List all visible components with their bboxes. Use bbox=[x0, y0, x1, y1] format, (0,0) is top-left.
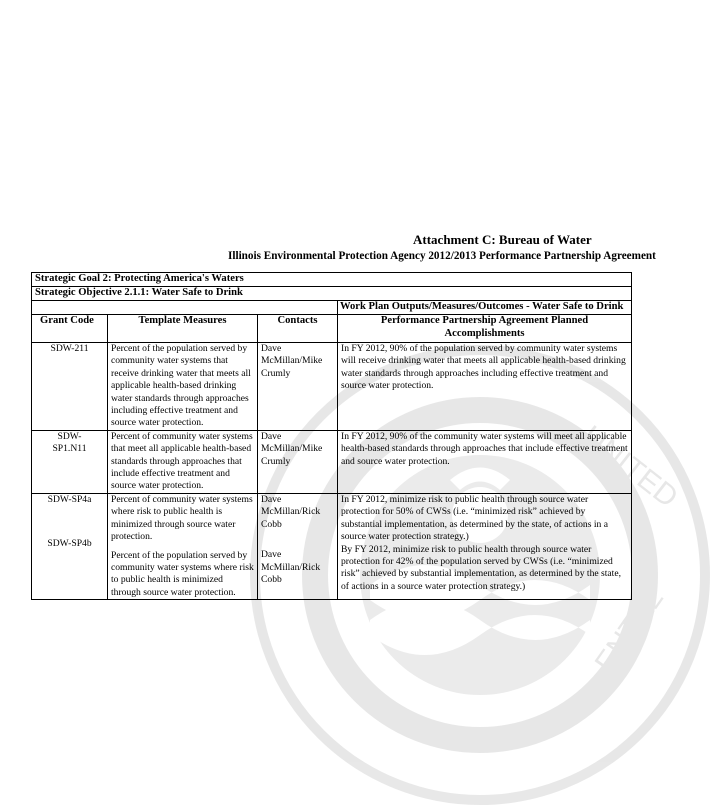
strategic-goal-text: Strategic Goal 2: Protecting America's Waters bbox=[32, 273, 632, 287]
column-header-performance: Performance Partnership Agreement Planned Accomplishments bbox=[338, 315, 632, 343]
planned-accomplishment-cell bbox=[338, 493, 632, 599]
planned-accomplishment-sp4b: By FY 2012, minimize risk to public health through source water protection for 42% of the population served by CWSs (i.e. “minimized risk” achieved by substantial implementation, as determined by the state, of actions in a source water protection strategy.) bbox=[341, 543, 622, 592]
strategic-objective-text: Strategic Objective 2.1.1: Water Safe to Drink bbox=[32, 287, 632, 301]
contacts-cell: Dave McMillan/Mike Crumly bbox=[258, 430, 338, 493]
column-header-grant-code: Grant Code bbox=[32, 315, 108, 343]
svg-text:UNITED: UNITED bbox=[575, 419, 685, 515]
template-measure-cell bbox=[108, 493, 258, 599]
grant-code-cell bbox=[32, 493, 108, 599]
workplan-band bbox=[32, 301, 632, 315]
planned-accomplishment-sp4a: In FY 2012, minimize risk to public health through source water protection for 50% of CWSs (i.e. “minimized risk” achieved by substantial implementation, as determined by the state, of actions in a source water protection strategy.) bbox=[341, 493, 608, 543]
grant-code-sp4b: SDW-SP4b bbox=[47, 538, 92, 550]
column-header-template-measures: Template Measures bbox=[108, 315, 258, 343]
table-row bbox=[32, 343, 632, 431]
contacts-cell bbox=[258, 493, 338, 599]
grant-code-cell: SDW-SP1.N11 bbox=[32, 430, 108, 493]
planned-accomplishment-cell: In FY 2012, 90% of the community water systems will meet all applicable health-based standards through approaches that include effective treatment and source water protection. bbox=[338, 430, 632, 493]
contacts-cell: Dave McMillan/Mike Crumly bbox=[258, 343, 338, 431]
column-header-row bbox=[32, 315, 632, 343]
workplan-band-text: Work Plan Outputs/Measures/Outcomes - Water Safe to Drink bbox=[338, 301, 632, 315]
template-measure-cell: Percent of the population served by community water systems that receive drinking water that meets all applicable health-based drinking water standards through approaches including effective treatment and source water protection. bbox=[108, 343, 258, 431]
agency-title: Illinois Environmental Protection Agency 2012/2013 Performance Partnership Agreement bbox=[228, 250, 656, 262]
template-measure-sp4a: Percent of community water systems where risk to public health is minimized through source water protection. bbox=[111, 493, 253, 543]
template-measure-cell: Percent of community water systems that meet all applicable health-based standards through approaches that include effective treatment and source water protection. bbox=[108, 430, 258, 493]
grant-code-cell: SDW-211 bbox=[32, 343, 108, 431]
performance-table bbox=[31, 272, 632, 600]
strategic-objective-band bbox=[32, 287, 632, 301]
attachment-title: Attachment C: Bureau of Water bbox=[413, 232, 592, 247]
table-row bbox=[32, 493, 632, 599]
contacts-sp4a: Dave McMillan/Rick Cobb bbox=[261, 493, 321, 530]
workplan-band-spacer bbox=[32, 301, 338, 315]
planned-accomplishment-cell: In FY 2012, 90% of the population served by community water systems will receive drinking water that meets all applicable health-based drinking water standards through approaches including effective treatment and source water protection. bbox=[338, 343, 632, 431]
svg-text:ENTAL: ENTAL bbox=[588, 582, 670, 680]
grant-code-sp4a: SDW-SP4a bbox=[47, 493, 92, 505]
column-header-contacts: Contacts bbox=[258, 315, 338, 343]
table-row bbox=[32, 430, 632, 493]
strategic-goal-band bbox=[32, 273, 632, 287]
contacts-sp4b: Dave McMillan/Rick Cobb bbox=[261, 549, 321, 585]
template-measure-sp4b: Percent of the population served by community water systems where risk to public health is minimized through source water protection. bbox=[111, 549, 254, 598]
